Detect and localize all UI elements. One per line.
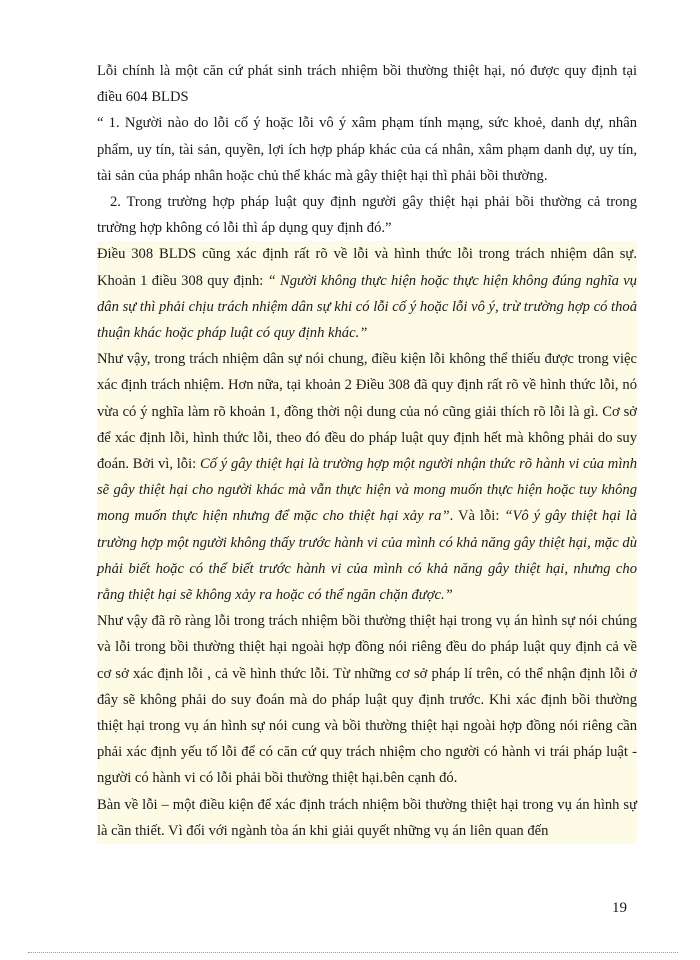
paragraph-fault-definition <box>97 346 637 608</box>
body-text <box>97 58 637 844</box>
paragraph-conclusion: Như vậy đã rõ ràng lỗi trong trách nhiệm bồi thường thiệt hại trong vụ án hình sự nói chúng và lỗi trong bồi thường thiệt hại ngoài hợp đồng nói riêng đều do pháp luật quy định cả về cơ sở xác định lỗi , cả về hình thức lỗi. Từ những cơ sở pháp lí trên, có thể nhận định lỗi ở đây sẽ không phải do suy đoán mà do pháp luật quy định trước. Khi xác định bồi thường thiệt hại trong vụ án hình sự nói cung và bồi thường thiệt hại ngoài hợp đồng nói riêng cần phải xác định yếu tố lỗi để có căn cứ quy trách nhiệm cho người có hành vi trái pháp luật - người có hành vi có lỗi phải bồi thường thiệt hại.bên cạnh đó. <box>97 613 637 787</box>
article-308-quote: “ Người không thực hiện hoặc thực hiện không đúng nghĩa vụ dân sự thì phải chịu trách nhiệm dân sự khi có lỗi cố ý hoặc lỗi vô ý, trừ trường hợp có thoả thuận khác hoặc pháp luật có quy định khác.” <box>97 272 637 342</box>
article-308-text: Điều 308 BLDS cũng xác định rất rõ về lỗi và hình thức lỗi trong trách nhiệm dân sự. Khoản 1 điều 308 quy định: <box>97 246 637 289</box>
unintentional-fault-quote: “Vô ý gây thiệt hại là trường hợp một người không thấy trước hành vi của mình có khả năng gây thiệt hại, mặc dù phải biết hoặc có thể biết trước hành vi của mình có khả năng gây thiệt hại, nhưng cho rằng thiệt hại sẽ không xảy ra hoặc có thể ngăn chặn được.” <box>97 508 637 604</box>
paragraph-article-604-clause-2: 2. Trong trường hợp pháp luật quy định người gây thiệt hại phải bồi thường cả trong trường hợp không có lỗi thì áp dụng quy định đó.” <box>97 194 637 237</box>
fault-definition-text: Như vậy, trong trách nhiệm dân sự nói chung, điều kiện lỗi không thể thiếu được trong việc xác định trách nhiệm. Hơn nữa, tại khoản 2 Điều 308 đã quy định rất rõ về hình thức lỗi, nó vừa có ý nghĩa làm rõ khoản 1, đồng thời nội dung của nó cũng giải thích rõ lỗi là gì. Cơ sở để xác định lỗi, hình thức lỗi, theo đó đều do pháp luật quy định hết mà không phải do suy đoán. Bởi vì, lỗi: <box>97 351 637 473</box>
paragraph-article-604-clause-1: “ 1. Người nào do lỗi cố ý hoặc lỗi vô ý xâm phạm tính mạng, sức khoẻ, danh dự, nhân phẩm, uy tín, tài sản, quyền, lợi ích hợp pháp khác của cá nhân, xâm phạm danh dự, uy tín, tài sản của pháp nhân hoặc chủ thể khác mà gây thiệt hại thì phải bồi thường. <box>97 115 637 184</box>
fault-definition-connector: . Và lỗi: <box>449 508 505 525</box>
highlighted-section <box>97 241 637 844</box>
page-number: 19 <box>612 900 627 916</box>
intentional-fault-quote: Cố ý gây thiệt hại là trường hợp một người nhận thức rõ hành vi của mình sẽ gây thiệt hại cho người khác mà vẫn thực hiện và mong muốn thực hiện hoặc tuy không mong muốn thực hiện nhưng để mặc cho thiệt hại xảy ra” <box>97 456 637 525</box>
paragraph-article-308 <box>97 241 637 346</box>
page-border-divider <box>28 952 678 953</box>
paragraph-intro: Lỗi chính là một căn cứ phát sinh trách nhiệm bồi thường thiệt hại, nó được quy định tại điều 604 BLDS <box>97 63 637 106</box>
paragraph-discussion: Bàn về lỗi – một điều kiện để xác định trách nhiệm bồi thường thiệt hại trong vụ án hình sự là cần thiết. Vì đối với ngành tòa án khi giải quyết những vụ án liên quan đến <box>97 796 637 839</box>
